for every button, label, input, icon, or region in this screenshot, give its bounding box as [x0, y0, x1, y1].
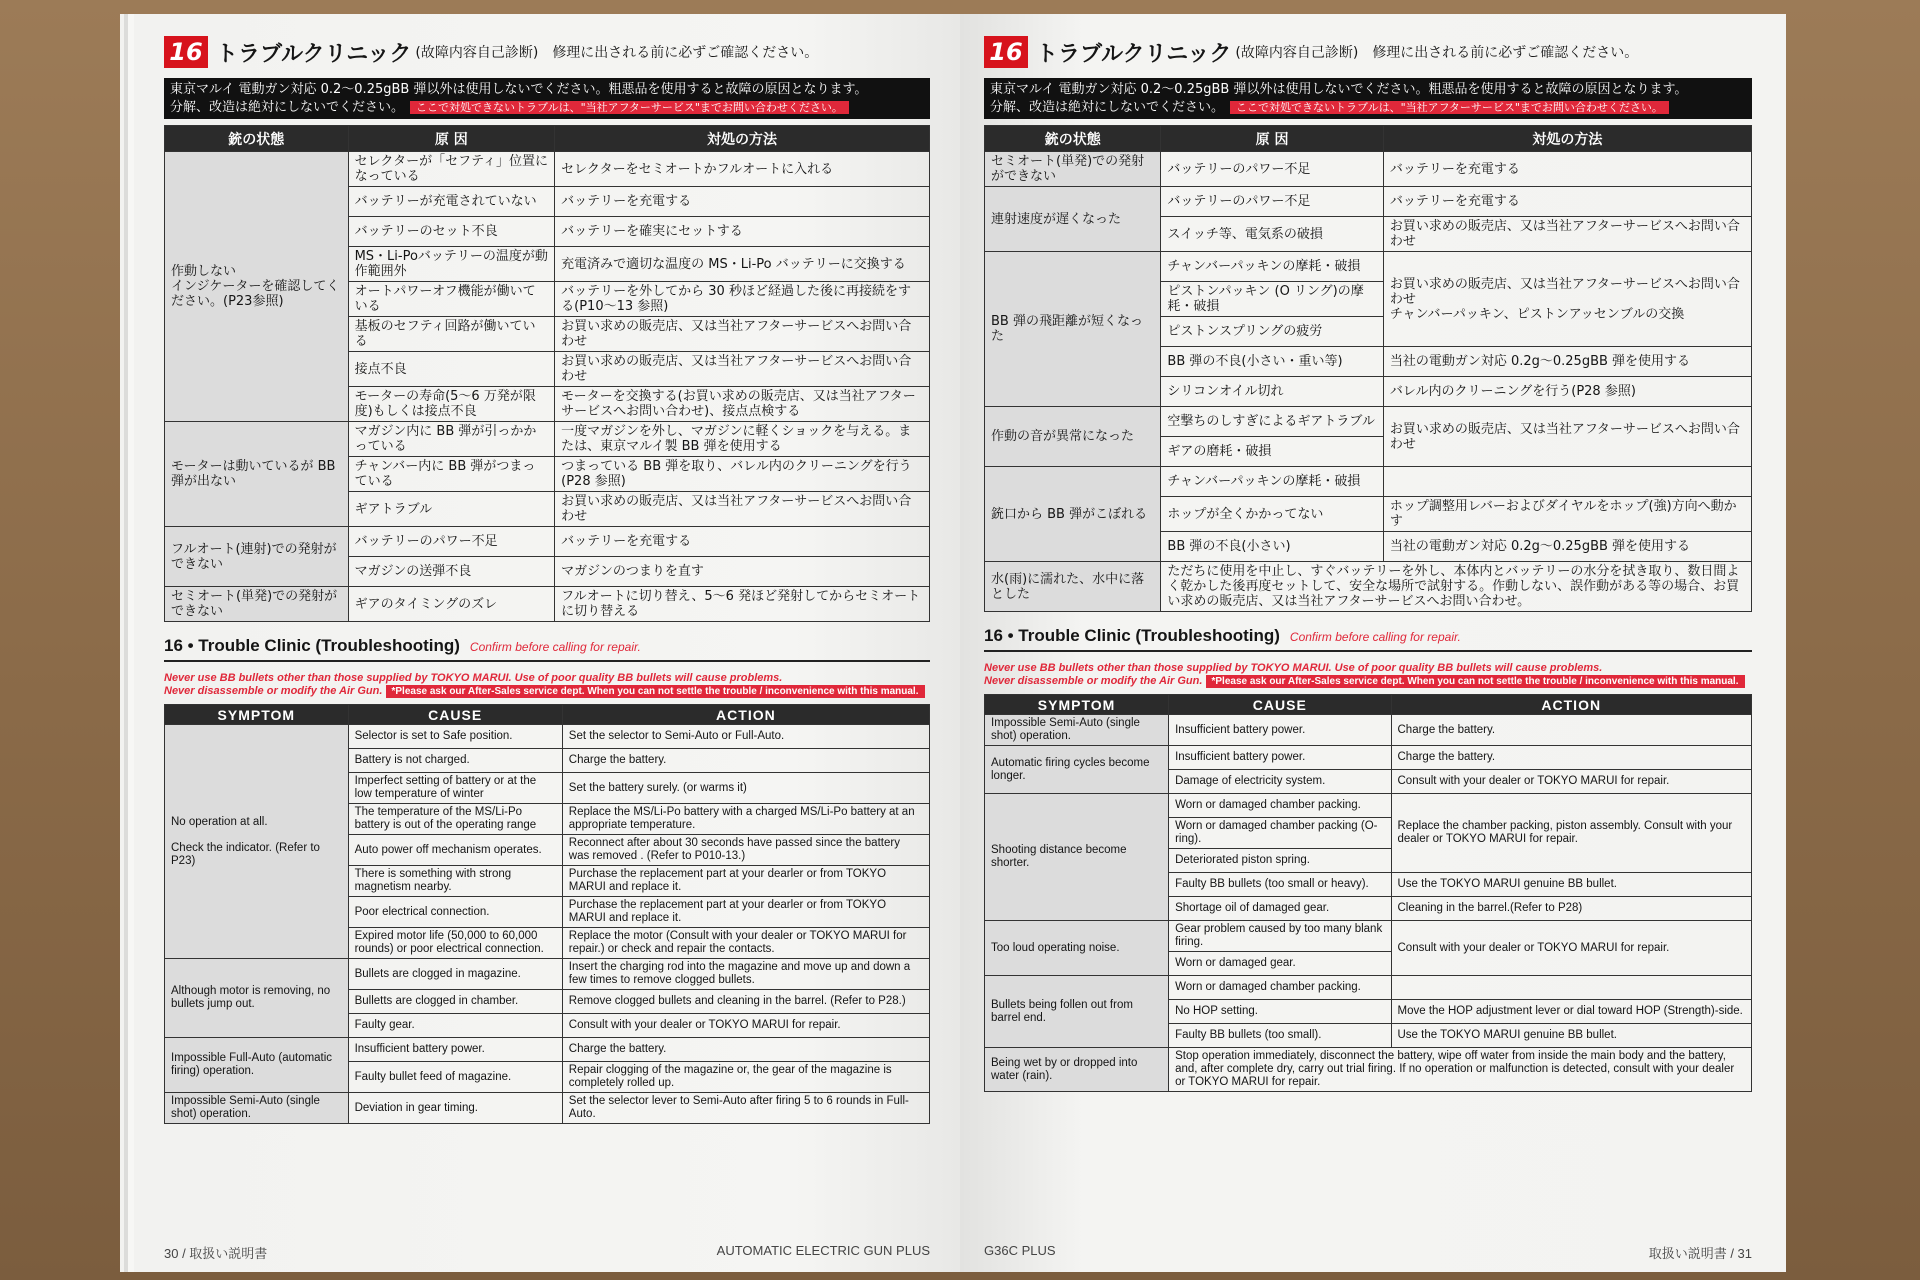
cause-cell: Bullets are clogged in magazine.: [348, 959, 562, 990]
action-cell: Purchase the replacement part at your dearler or from TOKYO MARUI and replace it.: [562, 866, 929, 897]
table-row: [165, 725, 930, 749]
jp-warning-line-2: 分解、改造は絶対にしないでください。: [170, 100, 405, 115]
action-cell: バッテリーを確実にセットする: [555, 217, 930, 247]
table-row: [165, 1093, 930, 1124]
en-section-header: [984, 626, 1752, 652]
action-cell: つまっている BB 弾を取り、バレル内のクリーニングを行う(P28 参照): [555, 457, 930, 492]
cause-cell: Selector is set to Safe position.: [348, 725, 562, 749]
action-cell: フルオートに切り替え、5～6 発ほど発射してからセミオートに切り替える: [555, 587, 930, 622]
table-row: [165, 422, 930, 457]
cause-cell: Imperfect setting of battery or at the low temperature of winter: [348, 773, 562, 804]
cause-cell: バッテリーのパワー不足: [348, 527, 555, 557]
action-cell: Use the TOKYO MARUI genuine BB bullet.: [1391, 873, 1752, 897]
action-cell: [1383, 467, 1751, 497]
symptom-cell: Impossible Semi-Auto (single shot) operation.: [165, 1093, 349, 1124]
symptom-cell: 作動の音が異常になった: [985, 407, 1161, 467]
jp-warning-line-2: 分解、改造は絶対にしないでください。: [990, 100, 1225, 115]
jp-warning-line-1: 東京マルイ 電動ガン対応 0.2～0.25gBB 弾以外は使用しないでください。粗悪品を使用すると故障の原因となります。: [990, 82, 1688, 97]
action-cell: お買い求めの販売店、又は当社アフターサービスへお問い合わせ: [555, 352, 930, 387]
page-footer: [984, 1243, 1752, 1262]
action-cell: お買い求めの販売店、又は当社アフターサービスへお問い合わせ: [555, 317, 930, 352]
cause-cell: BB 弾の不良(小さい・重い等): [1161, 347, 1383, 377]
symptom-cell: セミオート(単発)での発射ができない: [985, 152, 1161, 187]
symptom-cell: No operation at all. Check the indicator. (Refer to P23): [165, 725, 349, 959]
symptom-cell: 銃口から BB 弾がこぼれる: [985, 467, 1161, 562]
action-cell: Insert the charging rod into the magazine and move up and down a few times to remove clogged bullets.: [562, 959, 929, 990]
table-row: [985, 467, 1752, 497]
en-section-subtitle: Confirm before calling for repair.: [469, 640, 641, 654]
cause-cell: 接点不良: [348, 352, 555, 387]
action-cell: バッテリーを充電する: [1383, 152, 1751, 187]
cause-cell: Faulty bullet feed of magazine.: [348, 1062, 562, 1093]
cause-cell: ピストンスプリングの疲労: [1161, 317, 1383, 347]
symptom-cell: BB 弾の飛距離が短くなった: [985, 252, 1161, 407]
en-section-header: [164, 636, 930, 662]
action-cell: ホップ調整用レバーおよびダイヤルをホップ(強)方向へ動かす: [1383, 497, 1751, 532]
cause-cell: マガジンの送弾不良: [348, 557, 555, 587]
action-cell: Repair clogging of the magazine or, the gear of the magazine is completely rolled up.: [562, 1062, 929, 1093]
table-row: [985, 746, 1752, 770]
symptom-cell: Automatic firing cycles become longer.: [985, 746, 1169, 794]
symptom-cell: Shooting distance become shorter.: [985, 794, 1169, 921]
action-cell: セレクターをセミオートかフルオートに入れる: [555, 152, 930, 187]
action-cell: バッテリーを外してから 30 秒ほど経過した後に再接続をする(P10～13 参照): [555, 282, 930, 317]
action-cell: モーターを交換する(お買い求めの販売店、又は当社アフターサービスへお問い合わせ)、接点点検する: [555, 387, 930, 422]
cause-cell: Faulty BB bullets (too small).: [1169, 1024, 1391, 1048]
en-warning-line-2: Never disassemble or modify the Air Gun.: [984, 675, 1203, 687]
page-number-right: 取扱い説明書 / 31: [1648, 1246, 1752, 1261]
jp-section-subtitle: (故障内容自己診断): [1235, 45, 1359, 61]
jp-cause-header: 原 因: [348, 126, 555, 152]
action-cell: Replace the MS/Li-Po battery with a charged MS/Li-Po battery at an appropriate temperature.: [562, 804, 929, 835]
cause-cell: ギアのタイミングのズレ: [348, 587, 555, 622]
footer-model-name: G36C PLUS: [984, 1243, 1056, 1258]
cause-cell: The temperature of the MS/Li-Po battery is out of the operating range: [348, 804, 562, 835]
cause-cell: Battery is not charged.: [348, 749, 562, 773]
jp-action-header: 対処の方法: [555, 126, 930, 152]
symptom-cell: 水(雨)に濡れた、水中に落とした: [985, 562, 1161, 612]
action-cell: Charge the battery.: [562, 1038, 929, 1062]
cause-cell: ギアの磨耗・破損: [1161, 437, 1383, 467]
right-page: [960, 14, 1786, 1272]
en-warning-tag: *Please ask our After-Sales service dept. When you can not settle the trouble / inconvenience with this manual.: [1206, 675, 1745, 688]
cause-cell: バッテリーが充電されていない: [348, 187, 555, 217]
table-row: [165, 527, 930, 557]
cause-cell: バッテリーのセット不良: [348, 217, 555, 247]
jp-symptom-header: 銃の状態: [165, 126, 349, 152]
action-cell: 当社の電動ガン対応 0.2g～0.25gBB 弾を使用する: [1383, 532, 1751, 562]
page-footer: [164, 1243, 930, 1262]
jp-section-subtitle: (故障内容自己診断): [415, 45, 539, 61]
cause-cell: チャンバーパッキンの摩耗・破損: [1161, 252, 1383, 282]
jp-action-header: 対処の方法: [1383, 126, 1751, 152]
action-cell: Consult with your dealer or TOKYO MARUI for repair.: [1391, 770, 1752, 794]
cause-cell: Stop operation immediately, disconnect the battery, wipe off water from inside the main body and the battery, and, after complete dry, carry out trial firing. If no operation or malfunction is detected, consult with your dealer or TOKYO MARUI for repair.: [1169, 1048, 1752, 1092]
table-row: [985, 252, 1752, 282]
action-cell: バッテリーを充電する: [555, 527, 930, 557]
jp-warning-tag: ここで対処できないトラブルは、"当社アフターサービス"までお問い合わせください。: [1230, 101, 1669, 114]
cause-cell: No HOP setting.: [1169, 1000, 1391, 1024]
symptom-cell: フルオート(連射)での発射ができない: [165, 527, 349, 587]
table-row: [165, 1038, 930, 1062]
en-cause-header: CAUSE: [348, 705, 562, 725]
cause-cell: There is something with strong magnetism nearby.: [348, 866, 562, 897]
table-row: [985, 976, 1752, 1000]
cause-cell: Deviation in gear timing.: [348, 1093, 562, 1124]
en-warning-tag: *Please ask our After-Sales service dept. When you can not settle the trouble / inconvenience with this manual.: [386, 685, 925, 698]
action-cell: バレル内のクリーニングを行う(P28 参照): [1383, 377, 1751, 407]
action-cell: Replace the motor (Consult with your dealer or TOKYO MARUI for repair.) or check and repair the contacts.: [562, 928, 929, 959]
left-page: [134, 14, 960, 1272]
action-cell: Purchase the replacement part at your dearler or from TOKYO MARUI and replace it.: [562, 897, 929, 928]
symptom-cell: 連射速度が遅くなった: [985, 187, 1161, 252]
cause-cell: Expired motor life (50,000 to 60,000 rounds) or poor electrical connection.: [348, 928, 562, 959]
cause-cell: セレクターが「セフティ」位置になっている: [348, 152, 555, 187]
cause-cell: スイッチ等、電気系の破損: [1161, 217, 1383, 252]
en-action-header: ACTION: [1391, 695, 1752, 715]
action-cell: Replace the chamber packing, piston assembly. Consult with your dealer or TOKYO MARUI for repair.: [1391, 794, 1752, 873]
cause-cell: バッテリーのパワー不足: [1161, 152, 1383, 187]
footer-product-line: AUTOMATIC ELECTRIC GUN PLUS: [716, 1243, 930, 1258]
en-section-subtitle: Confirm before calling for repair.: [1289, 630, 1461, 644]
cause-cell: Shortage oil of damaged gear.: [1169, 897, 1391, 921]
cause-cell: Insufficient battery power.: [348, 1038, 562, 1062]
jp-cause-header: 原 因: [1161, 126, 1383, 152]
cause-cell: Worn or damaged chamber packing (O-ring).: [1169, 818, 1391, 849]
cause-cell: Auto power off mechanism operates.: [348, 835, 562, 866]
en-warning: [984, 662, 1752, 688]
en-trouble-table: [984, 694, 1752, 1092]
jp-trouble-table: [984, 125, 1752, 612]
jp-warning-tag: ここで対処できないトラブルは、"当社アフターサービス"までお問い合わせください。: [410, 101, 849, 114]
action-cell: Reconnect after about 30 seconds have passed since the battery was removed . (Refer to P010-13.): [562, 835, 929, 866]
action-cell: お買い求めの販売店、又は当社アフターサービスへお問い合わせ: [555, 492, 930, 527]
symptom-cell: 作動しない インジケーターを確認してください。(P23参照): [165, 152, 349, 422]
action-cell: お買い求めの販売店、又は当社アフターサービスへお問い合わせ: [1383, 217, 1751, 252]
cause-cell: Faulty BB bullets (too small or heavy).: [1169, 873, 1391, 897]
action-cell: Set the battery surely. (or warms it): [562, 773, 929, 804]
cause-cell: Faulty gear.: [348, 1014, 562, 1038]
cause-cell: Worn or damaged chamber packing.: [1169, 976, 1391, 1000]
cause-cell: バッテリーのパワー不足: [1161, 187, 1383, 217]
symptom-cell: セミオート(単発)での発射ができない: [165, 587, 349, 622]
cause-cell: ギアトラブル: [348, 492, 555, 527]
jp-warning-box: [164, 78, 930, 119]
jp-section-title: トラブルクリニック: [216, 41, 412, 67]
en-warning-line-1: Never use BB bullets other than those supplied by TOKYO MARUI. Use of poor quality BB bullets will cause problems.: [164, 672, 783, 684]
action-cell: Consult with your dealer or TOKYO MARUI for repair.: [562, 1014, 929, 1038]
cause-cell: 空撃ちのしすぎによるギアトラブル: [1161, 407, 1383, 437]
action-cell: 一度マガジンを外し、マガジンに軽くショックを与える。または、東京マルイ製 BB 弾を使用する: [555, 422, 930, 457]
jp-warning-line-1: 東京マルイ 電動ガン対応 0.2～0.25gBB 弾以外は使用しないでください。粗悪品を使用すると故障の原因となります。: [170, 82, 868, 97]
table-row: [985, 715, 1752, 746]
jp-section-header: [164, 32, 930, 72]
table-row: [985, 152, 1752, 187]
action-cell: お買い求めの販売店、又は当社アフターサービスへお問い合わせ チャンバーパッキン、ピストンアッセンブルの交換: [1383, 252, 1751, 347]
cause-cell: Gear problem caused by too many blank firing.: [1169, 921, 1391, 952]
table-row: [985, 921, 1752, 952]
cause-cell: Bulletts are clogged in chamber.: [348, 990, 562, 1014]
table-row: [165, 152, 930, 187]
jp-section-note: 修理に出される前に必ずご確認ください。: [552, 45, 819, 61]
action-cell: 充電済みで適切な温度の MS・Li-Po バッテリーに交換する: [555, 247, 930, 282]
table-row: [985, 1048, 1752, 1092]
en-trouble-table: [164, 704, 930, 1124]
action-cell: Cleaning in the barrel.(Refer to P28): [1391, 897, 1752, 921]
action-cell: Remove clogged bullets and cleaning in the barrel. (Refer to P28.): [562, 990, 929, 1014]
action-cell: マガジンのつまりを直す: [555, 557, 930, 587]
symptom-cell: Although motor is removing, no bullets jump out.: [165, 959, 349, 1038]
en-symptom-header: SYMPTOM: [165, 705, 349, 725]
cause-cell: Insufficient battery power.: [1169, 715, 1391, 746]
cause-cell: オートパワーオフ機能が働いている: [348, 282, 555, 317]
table-row: [985, 407, 1752, 437]
jp-warning-box: [984, 78, 1752, 119]
action-cell: Set the selector to Semi-Auto or Full-Auto.: [562, 725, 929, 749]
en-warning-line-1: Never use BB bullets other than those supplied by TOKYO MARUI. Use of poor quality BB bullets will cause problems.: [984, 662, 1603, 674]
cause-cell: マガジン内に BB 弾が引っかかっている: [348, 422, 555, 457]
cause-cell: Damage of electricity system.: [1169, 770, 1391, 794]
cause-cell: ホップが全くかかってない: [1161, 497, 1383, 532]
symptom-cell: モーターは動いているが BB 弾が出ない: [165, 422, 349, 527]
en-warning: [164, 672, 930, 698]
en-symptom-header: SYMPTOM: [985, 695, 1169, 715]
cause-cell: BB 弾の不良(小さい): [1161, 532, 1383, 562]
jp-trouble-table: [164, 125, 930, 622]
cause-cell: チャンバーパッキンの摩耗・破損: [1161, 467, 1383, 497]
symptom-cell: Impossible Semi-Auto (single shot) operation.: [985, 715, 1169, 746]
jp-section-header: [984, 32, 1752, 72]
action-cell: 当社の電動ガン対応 0.2g～0.25gBB 弾を使用する: [1383, 347, 1751, 377]
cause-cell: Worn or damaged gear.: [1169, 952, 1391, 976]
table-row: [985, 562, 1752, 612]
action-cell: Charge the battery.: [1391, 746, 1752, 770]
cause-cell: ただちに使用を中止し、すぐバッテリーを外し、本体内とバッテリーの水分を拭き取り、数日間よく乾かした後再度セットして、安全な場所で試射する。作動しない、誤作動がある等の場合、お買い求めの販売店、又は当社アフターサービスへお問い合わせ。: [1161, 562, 1752, 612]
section-number: 16: [984, 36, 1028, 68]
cause-cell: Worn or damaged chamber packing.: [1169, 794, 1391, 818]
cause-cell: Deteriorated piston spring.: [1169, 849, 1391, 873]
symptom-cell: Being wet by or dropped into water (rain).: [985, 1048, 1169, 1092]
cause-cell: 基板のセフティ回路が働いている: [348, 317, 555, 352]
action-cell: Charge the battery.: [1391, 715, 1752, 746]
cause-cell: MS・Li-Poバッテリーの温度が動作範囲外: [348, 247, 555, 282]
action-cell: Set the selector lever to Semi-Auto after firing 5 to 6 rounds in Full-Auto.: [562, 1093, 929, 1124]
jp-section-note: 修理に出される前に必ずご確認ください。: [1372, 45, 1639, 61]
symptom-cell: Too loud operating noise.: [985, 921, 1169, 976]
en-warning-line-2: Never disassemble or modify the Air Gun.: [164, 685, 383, 697]
cause-cell: シリコンオイル切れ: [1161, 377, 1383, 407]
cause-cell: チャンバー内に BB 弾がつまっている: [348, 457, 555, 492]
jp-section-title: トラブルクリニック: [1036, 41, 1232, 67]
en-action-header: ACTION: [562, 705, 929, 725]
page-number-left: 30 / 取扱い説明書: [164, 1246, 268, 1261]
action-cell: バッテリーを充電する: [555, 187, 930, 217]
action-cell: Charge the battery.: [562, 749, 929, 773]
en-section-title: 16 • Trouble Clinic (Troubleshooting): [164, 636, 460, 655]
section-number: 16: [164, 36, 208, 68]
action-cell: お買い求めの販売店、又は当社アフターサービスへお問い合わせ: [1383, 407, 1751, 467]
symptom-cell: Impossible Full-Auto (automatic firing) operation.: [165, 1038, 349, 1093]
en-section-title: 16 • Trouble Clinic (Troubleshooting): [984, 626, 1280, 645]
en-cause-header: CAUSE: [1169, 695, 1391, 715]
table-row: [985, 187, 1752, 217]
action-cell: Move the HOP adjustment lever or dial toward HOP (Strength)-side.: [1391, 1000, 1752, 1024]
table-row: [165, 959, 930, 990]
action-cell: バッテリーを充電する: [1383, 187, 1751, 217]
cause-cell: Insufficient battery power.: [1169, 746, 1391, 770]
action-cell: Consult with your dealer or TOKYO MARUI for repair.: [1391, 921, 1752, 976]
table-row: [165, 587, 930, 622]
action-cell: [1391, 976, 1752, 1000]
table-row: [985, 794, 1752, 818]
cause-cell: モーターの寿命(5～6 万発が限度)もしくは接点不良: [348, 387, 555, 422]
symptom-cell: Bullets being follen out from barrel end.: [985, 976, 1169, 1048]
cause-cell: ピストンパッキン (O リング)の摩耗・破損: [1161, 282, 1383, 317]
jp-symptom-header: 銃の状態: [985, 126, 1161, 152]
action-cell: Use the TOKYO MARUI genuine BB bullet.: [1391, 1024, 1752, 1048]
cause-cell: Poor electrical connection.: [348, 897, 562, 928]
